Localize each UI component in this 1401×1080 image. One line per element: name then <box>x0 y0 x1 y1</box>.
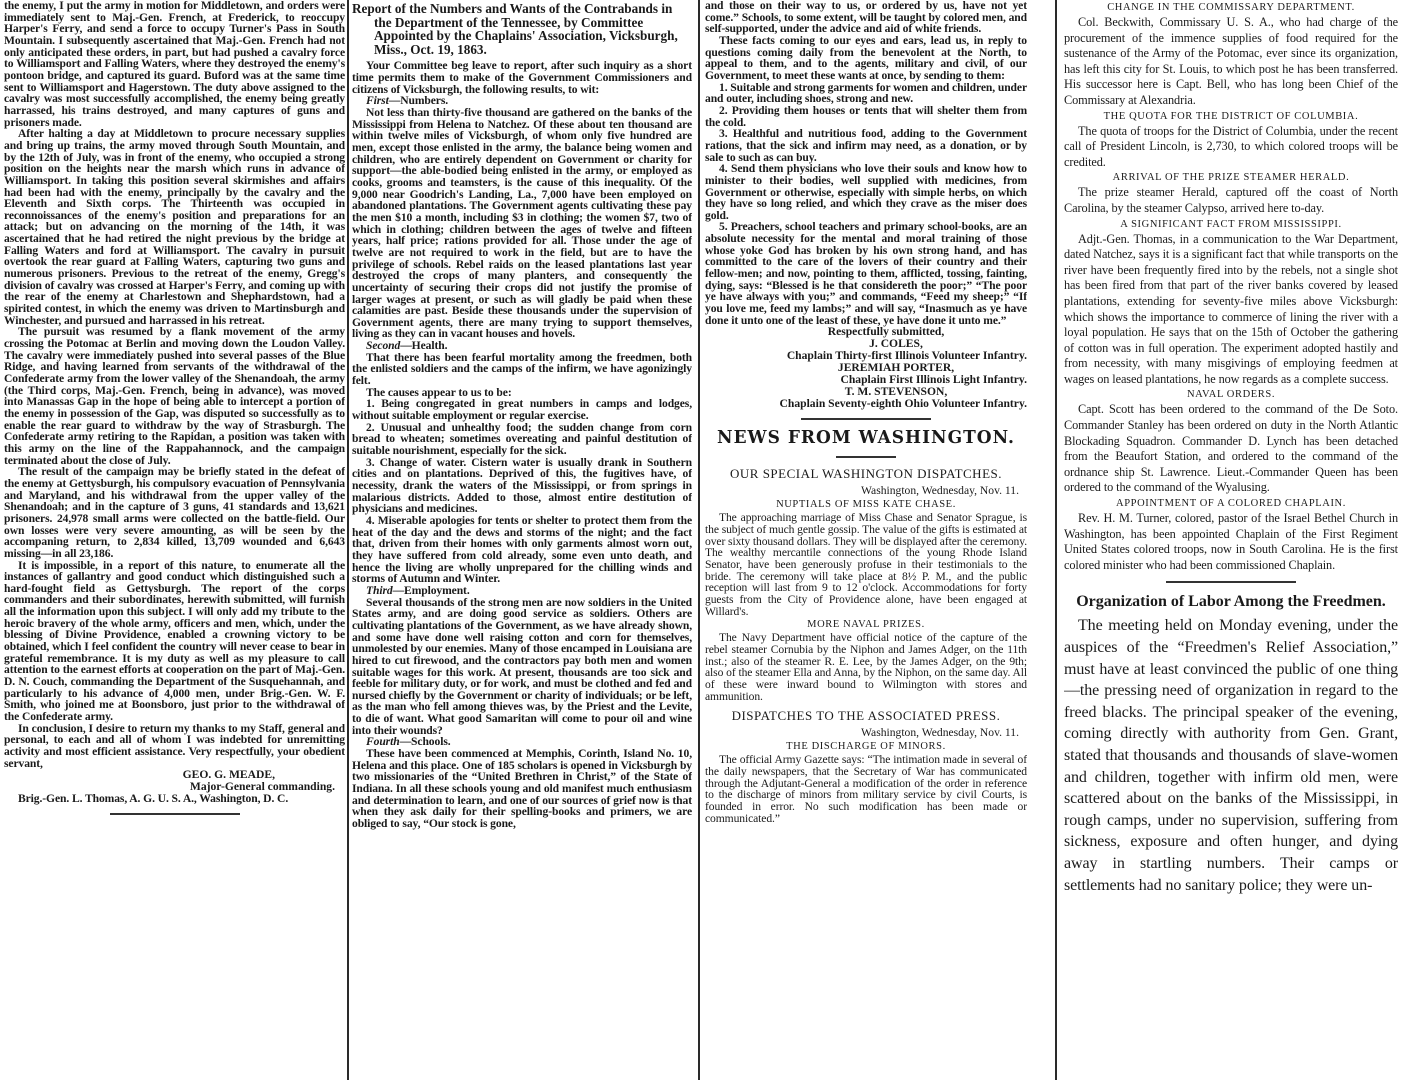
paragraph: the enemy, I put the army in motion for Middletown, and orders were immediately sent to Maj.-Gen. French, at Frederick, to reoccupy Harper's Ferry, and send a force to occupy Turner's Pass in South Mountain. I subsequently ascertained that Maj.-Gen. French had not only anticipated these orders, in part, but had pushed a cavalry force to Williamsport and Falling Waters, where they destroyed the enemy's pontoon bridge, and captured its guard. Buford was at the same time sent to Williamsport and Hagerstown. The duty above assigned to the cavalry was most successfully accomplished, the enemy being greatly harrassed, his trains destroyed, and many captures of guns and prisoners made. <box>4 0 345 129</box>
paragraph: That there has been fearful mortality among the freedmen, both the enlisted soldiers and the camps of the infirm, we have agonizingly felt. <box>352 350 692 388</box>
paragraph: Capt. Scott has been ordered to the command of the De Soto. Commander Stanley has been ordered on duty in the North Atlantic Blockading Squadron. Commander D. Lynch has been detached from the Beaufort Station, and ordered to the command of the ordnance ship St. Lawrence. Lieut.-Commander Queen has been ordered to the command of the Wyalusing. <box>1064 402 1398 495</box>
signer-name: J. COLES, <box>869 337 923 351</box>
paragraph: The result of the campaign may be briefly stated in the defeat of the enemy at Gettysburgh, his compulsory evacuation of Pennsylvania and Maryland, and his withdrawal from the upper valley of the Shenandoah; and in the capture of 3 guns, 41 standards and 13,621 prisoners. 24,978 small arms were collected on the battle-field. Our own losses were very severe amounting, as will be seen by the accompaning return, to 2,834 killed, 13,709 wounded and 6,643 missing—in all 23,186. <box>4 465 345 560</box>
subheading: MORE NAVAL PRIZES. <box>807 619 925 631</box>
list-item: 2. Unusual and unhealthy food; the sudden change from corn bread to wheaten; sometimes overeating and painful destitution of suitable nourishment, especially for the sick. <box>352 420 692 458</box>
column-rule <box>347 0 349 1080</box>
paragraph: After halting a day at Middletown to procure necessary supplies and bring up trains, the army moved through South Mountain, and by the 12th of July, was in front of the enemy, who occupied a strong position on the heights near the marsh which runs in advance of Williamsport. In taking this position several skirmishes and affairs had been had with the enemy, principally by the cavalry and the Eleventh and Sixth corps. The Thirteenth was occupied in reconnoissances of the enemy's position and preparations for an attack; but on advancing on the morning of the 14th, it was ascertained that he had retired the night previous by the bridge at Falling Waters and ford at Williamsport. The cavalry in pursuit overtook the rear guard at Falling Waters, capturing two guns and numerous prisoners. Previous to the retreat of the enemy, Gregg's division of cavalry was crossed at Harper's Ferry, and coming up with the rear of the enemy at Charlestown and Shephardstown, had a spirited contest, in which the enemy was driven to Martinsburgh and Winchester, and pursued and harrassed in his retreat. <box>4 127 345 327</box>
section-label: Second—Health. <box>366 339 448 353</box>
signer-title: Chaplain Thirty-first Illinois Volunteer Infantry. <box>786 349 1027 363</box>
signature-name: GEO. G. MEADE, <box>182 768 275 782</box>
column-rule <box>698 0 700 1080</box>
section-divider <box>801 418 931 420</box>
paragraph: The meeting held on Monday evening, under the auspices of the “Freedmen's Relief Association,” must have at least convinced the public of one thing—the pressing need of organization in regard to the freed blacks. The principal speaker of the evening, coming directly with authority from Gen. Grant, stated that thousands and thousands of slave-women and children, together with infirm old men, were scattered about on the banks of the Mississippi, in rough camps, under no supervision, suffering from sickness, exposure and often hunger, and dying away in startling numbers. Their camps or settlements had no sanitary police; they were un- <box>1064 617 1398 894</box>
paragraph: Several thousands of the strong men are now soldiers in the United States army, and are doing good service as soldiers. Others are cultivating plantations of the Government, as we have already shown, and some have done well raising cotton and corn for themselves, unmolested by our enemies. Many of those encamped in Louisiana are hired to cut firewood, and the contractors pay both men and women suitable wages for this work. At present, thousands are too sick and feeble for military duty, or for work, and must be clothed and fed and nursed chiefly by the Government or charity of individuals; or be left, as the man who fell among thieves was, by the Priest and the Levite, to die of want. What good Samaritan will come to pour oil and wine into their wounds? <box>352 595 692 737</box>
subheading: DISPATCHES TO THE ASSOCIATED PRESS. <box>731 708 1001 724</box>
section-banner: NEWS FROM WASHINGTON. <box>717 427 1015 449</box>
list-item: 1. Being congregated in great numbers in camps and lodges, without suitable employment or regular exercise. <box>352 397 692 423</box>
paragraph: The quota of troops for the District of Columbia, under the recent call of President Lincoln, is 2,730, to which colored troops will be credited. <box>1064 123 1398 169</box>
paragraph: It is impossible, in a report of this nature, to enumerate all the instances of gallantry and good conduct which distinguished such a hard-fought field as Gettysburgh. The report of the corps commanders and their subordinates, herewith submitted, will furnish all the information upon this subject. I will only add my tribute to the heroic bravery of the whole army, officers and men, which, under the blessing of Divine Providence, enabled a crowning victory to be obtained, which I feel confident the country will never cease to bear in grateful remembrance. It is my duty as well as my pleasure to call attention to the earnest efforts at cooperation on the part of Maj.-Gen. D. N. Couch, commanding the Department of the Susquehannah, and particularly to his advance of 4,000 men, under Brig.-Gen. W. F. Smith, who joined me at Boonsboro, just prior to the withdrawal of the Confederate army. <box>4 558 345 724</box>
section-divider <box>1166 581 1296 583</box>
article-headline: Report of the Numbers and Wants of the Contrabands in the Department of the Tennessee, by Committee Appointed by the Chaplains' Association, Vicksburgh, Miss., Oct. 19, 1863. <box>352 1 678 57</box>
paragraph: The official Army Gazette says: “The intimation made in several of the daily newspapers, that the Secretary of War has communicated through the Adjutant-General a modification of the order in reference to the discharge of minors from military service by civil Courts, is founded in error. No such modification has been made or communicated.” <box>705 753 1027 825</box>
paragraph: The prize steamer Herald, captured off the coast of North Carolina, by the steamer Calypso, arrived here to-day. <box>1064 185 1398 215</box>
paragraph: The Navy Department have official notice of the capture of the rebel steamer Cornubia by the Niphon and James Adger, on the 11th inst.; also of the steamer R. E. Lee, by the James Adger, on the 9th; also of the steamer Ella and Anna, by the Niphon, on the same day. All of these were inward bound to Wilmington with stores and ammunition. <box>705 631 1027 703</box>
paragraph: These have been commenced at Memphis, Corinth, Island No. 10, Helena and this place. One of 185 scholars is opened in Vicksburgh by two missionaries of the “United Brethren in Christ,” of the State of Indiana. In all these schools young and old manifest much enthusiasm and determination to learn, and one of our sources of grief now is that when they ask daily for their spelling-books and primers, we are obliged to say, “Our stock is gone, <box>352 747 692 831</box>
paragraph: The causes appear to us to be: <box>366 385 512 399</box>
paragraph: In conclusion, I desire to return my thanks to my Staff, general and personal, to each and all of whom I was indebted for unremitting activity and most efficient assistance. Very respectfully, your obedient servant, <box>4 721 345 770</box>
column-meade-report <box>4 0 345 1080</box>
paragraph: These facts coming to our eyes and ears, lead us, in reply to questions coming daily from the benevolent at the North, to appeal to them, and to the agents, military and civil, of our Government, to meet these wants at once, by sending to them: <box>705 33 1027 82</box>
list-item: 1. Suitable and strong garments for women and children, under and outer, including shoes, strong and new. <box>705 80 1027 106</box>
subheading: ARRIVAL OF THE PRIZE STEAMER HERALD. <box>1112 172 1350 184</box>
subheading: THE DISCHARGE OF MINORS. <box>786 741 946 753</box>
subheading: THE QUOTA FOR THE DISTRICT OF COLUMBIA. <box>1103 110 1359 122</box>
subheading: APPOINTMENT OF A COLORED CHAPLAIN. <box>1116 498 1346 510</box>
paragraph: The approaching marriage of Miss Chase and Senator Sprague, is the subject of much gentle gossip. The value of the gifts is estimated at over sixty thousand dollars. They will be displayed after the ceremony. The wealthy mercantile connections of the young Rhode Island Senator, have been generously profuse in their testimonials to the bride. The ceremony will take place at 8½ P. M., and the public reception will last from 9 to 12 o'clock. Accommodations for forty guests from the City of Providence alone, have been engaged at Willard's. <box>705 511 1027 618</box>
subheading: OUR SPECIAL WASHINGTON DISPATCHES. <box>730 466 1002 482</box>
signer-title: Chaplain Seventy-eighth Ohio Volunteer Infantry. <box>779 397 1027 411</box>
paragraph: Not less than thirty-five thousand are gathered on the banks of the Mississippi from Helena to Natchez. Of these about ten thousand are within twelve miles of Vicksburgh, of whom only five hundred are men, except those enlisted in the army, the balance being women and children, who are entirely dependent on Government or charity for support—the able-bodied being enlisted in the army, or employed as cooks, grooms and teamsters, is the cause of this inequality. Of the 9,000 near Goodrich's Landing, La., 7,000 have been employed on abandoned plantations. The Government agents cultivating these pay the men $10 a month, including $3 in clothing; the women $7, two of which in clothing; children between the ages of twelve and fifteen years, half price; rations provided for all. Those under the age of twelve are not required to work in the field, but are to have the privilege of schools. Rebel raids on the leased plantations last year destroyed the crops of many planters, and consequently the uncertainty of securing their crops did not justify the promise of larger wages at present, or such as will gladly be paid when these calamities are past. Beside these thousands under the supervision of Government agents, there are many trying to support themselves, living as they can in vacant houses and hovels. <box>352 106 692 341</box>
column-washington-news <box>705 0 1027 1080</box>
paragraph: Rev. H. M. Turner, colored, pastor of the Israel Bethel Church in Washington, has been appointed Chaplain of the First Regiment United States colored troops, now in South Carolina. He is the first colored minister who had been commissioned Chaplain. <box>1064 511 1398 572</box>
subheading: CHANGE IN THE COMMISSARY DEPARTMENT. <box>1107 2 1355 13</box>
paragraph: Col. Beckwith, Commissary U. S. A., who had charge of the procurement of the immence supplies of food required for the sustenance of the Army of the Potomac, ever since its organization, has left this city for St. Louis, to which post he has been transferred. His successor here is Capt. Bell, who has long been Chief of the Commissary at Alexandria. <box>1064 15 1398 107</box>
subheading: NUPTIALS OF MISS KATE CHASE. <box>776 499 956 511</box>
addressee: Brig.-Gen. L. Thomas, A. G. U. S. A., Washington, D. C. <box>18 792 289 806</box>
section-divider <box>110 813 240 815</box>
signer-title: Chaplain First Illinois Light Infantry. <box>840 373 1027 387</box>
column-washington-items <box>1064 0 1398 1080</box>
closing: Respectfully submitted, <box>827 325 945 339</box>
list-item: 3. Healthful and nutritious food, adding to the Government rations, that the sick and infirm may need, as a donation, or by sale to such as can buy. <box>705 127 1027 164</box>
list-item: 5. Preachers, school teachers and primary school-books, are an absolute necessity for the mental and moral training of those whose yoke God has broken by his own strong hand, and has committed to the care of the lovers of their country and their fellow-men; and now, pointing to them, afflicted, tossing, fainting, dying, says: “Blessed is he that considereth the poor;” “The poor ye have always with you;” and commands, “Feed my sheep;” “If you love me, feed my lambs;” and will say, “Inasmuch as ye have done it unto one of the least of these, ye have done it unto me.” <box>705 220 1027 327</box>
subheading: NAVAL ORDERS. <box>1186 389 1276 401</box>
list-item: 4. Miserable apologies for tents or shelter to protect them from the heat of the day and the dews and storms of the night; and the fact that, driven from their homes with only garments almost worn out, they have suffered from cold already, some even unto death, and hence the living are wholly unprepared for the chilling winds and storms of Autumn and Winter. <box>352 513 692 586</box>
section-label: Third—Employment. <box>366 583 470 597</box>
paragraph: and those on their way to us, or ordered by us, have not yet come.” Schools, to some extent, will be taught by colored men, and self-supported, under the advice and aid of white friends. <box>705 0 1027 36</box>
signer-name: T. M. STEVENSON, <box>844 385 948 399</box>
column-rule <box>1055 0 1057 1080</box>
section-divider <box>836 456 896 458</box>
list-item: 2. Providing them houses or tents that will shelter them from the cold. <box>705 103 1027 129</box>
signature-title: Major-General commanding. <box>189 780 335 794</box>
paragraph: The pursuit was resumed by a flank movement of the army crossing the Potomac at Berlin and moving down the Loudon Valley. The cavalry were immediately pushed into several passes of the Blue Ridge, and having learned from servants of the withdrawal of the Confederate army from the lower valley of the Shenandoah, the army (the Third corps, Maj.-Gen. French, being in advance), was moved into Manassas Gap in the hope of being able to intercept a portion of the enemy in possession of the Gap, was disputed so successfully as to enable the rear guard to withdraw by the way of Strasburgh. The Confederate army retiring to the Rapidan, a position was taken with this army on the line of the Rappahannock, and the campaign terminated about the close of July. <box>4 325 345 467</box>
list-item: 3. Change of water. Cistern water is usually drank in Southern cities and on plantations. Deprived of this, the fugitives have, of necessity, drank the waters of the Mississippi, or from springs in malarious districts. Added to those, almost entire destitution of physicians and medicines. <box>352 455 692 516</box>
column-contrabands-report <box>352 0 692 1080</box>
list-item: 4. Send them physicians who love their souls and know how to minister to their bodies, well supplied with medicines, from Government or otherwise, especially with simple herbs, on which they have so long relied, and which they crave as the miser does gold. <box>705 162 1027 222</box>
section-label: First—Numbers. <box>366 94 449 108</box>
dateline: Washington, Wednesday, Nov. 11. <box>861 484 1019 498</box>
subheading: A SIGNIFICANT FACT FROM MISSISSIPPI. <box>1120 218 1342 230</box>
section-label: Fourth—Schools. <box>366 735 451 749</box>
dateline: Washington, Wednesday, Nov. 11. <box>861 726 1019 740</box>
signer-name: JEREMIAH PORTER, <box>837 361 955 375</box>
paragraph: Adjt.-Gen. Thomas, in a communication to the War Department, dated Natchez, says it is a significant fact that while transports on the river have been frequently fired into by the rebels, not a single shot has been fired from that part of the river banks covered by leased plantations, extending for seventy-five miles above Vicksburgh: which shows the importance to commerce of lining the river with a loyal population. He says that on the 15th of October the gathering of cotton was in full operation. The experiment adopted hastily and from necessity, with many misgivings of employing feedmen at wages on leased plantations, he now regards as a complete success. <box>1064 231 1398 386</box>
article-headline: Organization of Labor Among the Freedmen. <box>1076 593 1386 611</box>
paragraph: Your Committee beg leave to report, after such inquiry as a short time permits them to make of the Government Commissioners and citizens of Vicksburgh, the following results, to wit: <box>352 59 692 96</box>
